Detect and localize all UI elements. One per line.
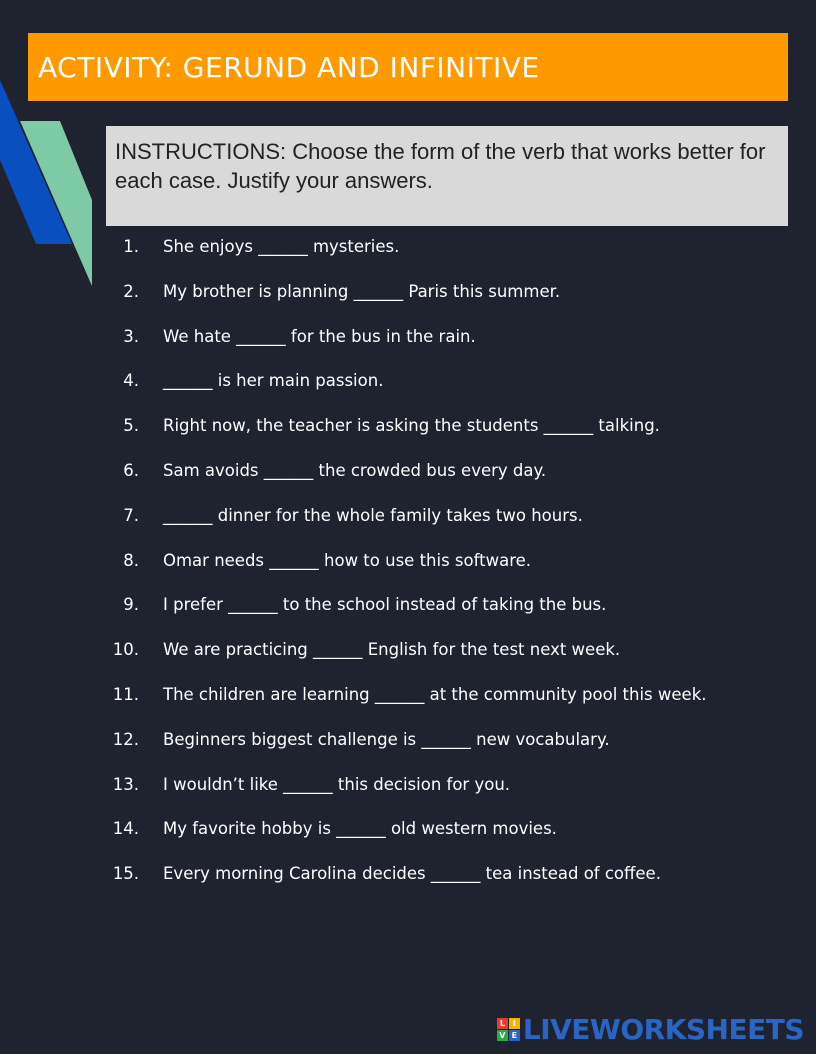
- logo-letter-v: V: [497, 1030, 508, 1041]
- question-number: 8.: [123, 550, 139, 570]
- question-item: [100, 550, 800, 595]
- question-item: [100, 729, 800, 774]
- question-number: 1.: [123, 237, 139, 256]
- question-text: Right now, the teacher is asking the students ______ talking.: [163, 416, 660, 436]
- question-text: I prefer ______ to the school instead of taking the bus.: [163, 595, 607, 615]
- question-text: ______ dinner for the whole family takes two hours.: [163, 505, 583, 525]
- question-text: We hate ______ for the bus in the rain.: [163, 326, 476, 346]
- question-item: [100, 505, 800, 550]
- question-text: Every morning Carolina decides ______ tea instead of coffee.: [163, 864, 661, 884]
- question-number: 12.: [112, 729, 139, 749]
- question-number: 2.: [123, 281, 139, 301]
- question-number: 14.: [112, 819, 139, 839]
- question-list: [100, 236, 800, 908]
- question-text: She enjoys ______ mysteries.: [163, 237, 400, 256]
- title-banner: [28, 33, 788, 101]
- question-text: My brother is planning ______ Paris this summer.: [163, 281, 561, 301]
- question-number: 9.: [123, 595, 139, 615]
- logo-letter-i: I: [509, 1018, 520, 1029]
- question-item: [100, 639, 800, 684]
- question-item: [100, 370, 800, 415]
- question-number: 11.: [112, 684, 139, 704]
- question-number: 4.: [123, 371, 139, 391]
- page-title: ACTIVITY: GERUND AND INFINITIVE: [38, 50, 540, 84]
- question-text: Beginners biggest challenge is ______ new vocabulary.: [163, 729, 610, 749]
- question-text: Omar needs ______ how to use this software.: [163, 550, 532, 570]
- question-text: I wouldn’t like ______ this decision for you.: [163, 774, 511, 794]
- question-number: 3.: [123, 326, 139, 346]
- question-number: 6.: [123, 460, 139, 480]
- question-number: 15.: [112, 864, 139, 884]
- logo-letter-e: E: [509, 1030, 520, 1041]
- question-text: We are practicing ______ English for the test next week.: [163, 640, 621, 660]
- question-item: [100, 236, 800, 281]
- question-item: [100, 774, 800, 819]
- question-item: [100, 818, 800, 863]
- instructions-box: [106, 126, 788, 226]
- question-text: Sam avoids ______ the crowded bus every day.: [163, 460, 547, 480]
- question-item: [100, 684, 800, 729]
- question-text: My favorite hobby is ______ old western movies.: [163, 819, 557, 839]
- logo-letter-l: L: [497, 1018, 508, 1029]
- question-number: 5.: [123, 416, 139, 436]
- instructions-text: INSTRUCTIONS: Choose the form of the verb that works better for each case. Justify your answers.: [115, 139, 766, 193]
- logo-icon: [497, 1018, 520, 1041]
- question-number: 7.: [123, 505, 139, 525]
- liveworksheets-logo[interactable]: [497, 1013, 804, 1046]
- logo-wordmark: LIVEWORKSHEETS: [522, 1013, 804, 1046]
- question-number: 10.: [112, 640, 139, 660]
- question-item: [100, 281, 800, 326]
- question-item: [100, 415, 800, 460]
- question-text: The children are learning ______ at the community pool this week.: [163, 684, 707, 704]
- question-item: [100, 863, 800, 908]
- question-number: 13.: [112, 774, 139, 794]
- question-item: [100, 326, 800, 371]
- question-text: ______ is her main passion.: [163, 371, 384, 391]
- question-item: [100, 460, 800, 505]
- question-item: [100, 594, 800, 639]
